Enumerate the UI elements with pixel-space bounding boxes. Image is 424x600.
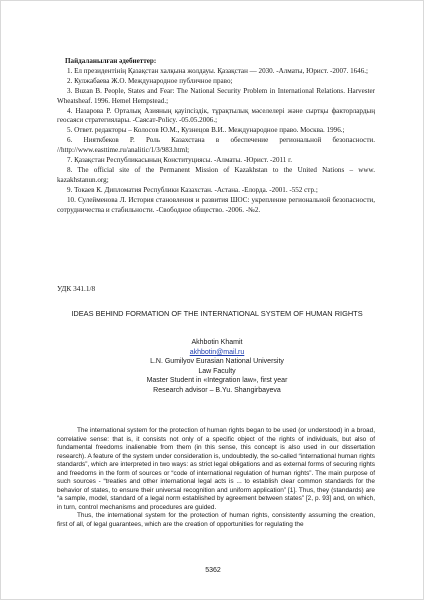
body-paragraph: The international system for the protection of human rights began to be used (or understood) in a broad, correlative sense: that is, it consists not only of a specific object of the rights of individuals, but also of fundamental freedoms inalienable from them (in this sense, this concept is also used in our dissertation research). A feature of the system under consideration is, undoubtedly, the so-called “international human rights standards”, which are interpreted in two ways: as strict legal obligations and as external forms of securing rights and freedoms in the form of sources or “code of international regulation of human rights”. The main purpose of such sources - “treaties and other international legal acts is ... to establish clear common standards for the behavior of states, to ensure their universal recognition and uniform application” [1]. Thus, they (standards) are “a sample, model, standard of a legal norm established by agreement between states” [2, p. 93] and, on which, in turn, control mechanisms and procedures are guided. xyxy=(57,427,375,511)
reference-item: 9. Токаев К. Дипломатия Республики Казахстан. -Астана. -Елорда. -2001. -552 стр.; xyxy=(67,185,318,194)
references-section xyxy=(57,57,375,216)
reference-item: 7. Қазақстан Республикасының Конституциясы. -Алматы. -Юрист. -2011 г. xyxy=(67,156,292,165)
references-title: Пайдаланылған әдебиеттер: xyxy=(65,57,157,65)
reference-item: 6. Нияткбеков Р. Роль Казахстана в обеспечение региональной безопасности. //http://www.easttime.ru/analitic/1/3/983.html; xyxy=(57,136,375,155)
reference-item: 4. Назарова Р. Орталық Азияның қауіпсіздік, тұрақтылық мәселелері және сыртқы факторлардың геосаяси стратегиялары. -Саясат-Policy. -05.05.2006.; xyxy=(57,106,375,125)
author-position: Master Student in «Integration law», first year xyxy=(146,377,288,385)
reference-item: 5. Ответ. редакторы – Колосов Ю.М., Кузнецов В.И.. Международное право. Москва. 1996.; xyxy=(67,126,345,135)
author-email-link[interactable]: akhbotin@mail.ru xyxy=(189,348,245,356)
reference-item: 1. Ел президентінің Қазақстан халқына жолдауы. Қазақстан — 2030. -Алматы, Юрист. -2007. 1646.; xyxy=(67,66,369,75)
article-title: IDEAS BEHIND FORMATION OF THE INTERNATIONAL SYSTEM OF HUMAN RIGHTS xyxy=(71,309,363,318)
udk-code: УДК 341.1/8 xyxy=(57,284,96,293)
page-number: 5362 xyxy=(205,567,221,574)
author-faculty: Law Faculty xyxy=(198,367,236,375)
reference-item: 10. Сулейменова Л. История становления и развития ШОС: укрепление региональной безопасности, сотрудничества и стабильности. -Свободное общество. -2006. -№2. xyxy=(57,195,375,214)
author-name: Akhbotin Khamit xyxy=(191,339,243,346)
research-advisor: Research advisor – B.Yu. Shangirbayeva xyxy=(153,386,281,394)
reference-item: 8. The official site of the Permanent Mission of Kazakhstan to the United Nations – www. kazakhstanun.org; xyxy=(57,165,375,184)
author-university: L.N. Gumilyov Eurasian National University xyxy=(150,358,284,366)
reference-item: 3. Buzan B. People, States and Fear: The National Security Problem in International Relations. Harvester Wheatsheaf. 1996. Hemel Hempstead.; xyxy=(57,86,375,105)
author-block xyxy=(67,338,367,396)
body-paragraph: Thus, the international system for the protection of human rights, consistently assuming the creation, first of all, of legal guarantees, which are the creation of opportunities for regulating the xyxy=(57,512,375,529)
reference-item: 2. Кулжабаева Ж.О. Международное публичное право; xyxy=(67,76,233,85)
article-body xyxy=(57,427,375,530)
